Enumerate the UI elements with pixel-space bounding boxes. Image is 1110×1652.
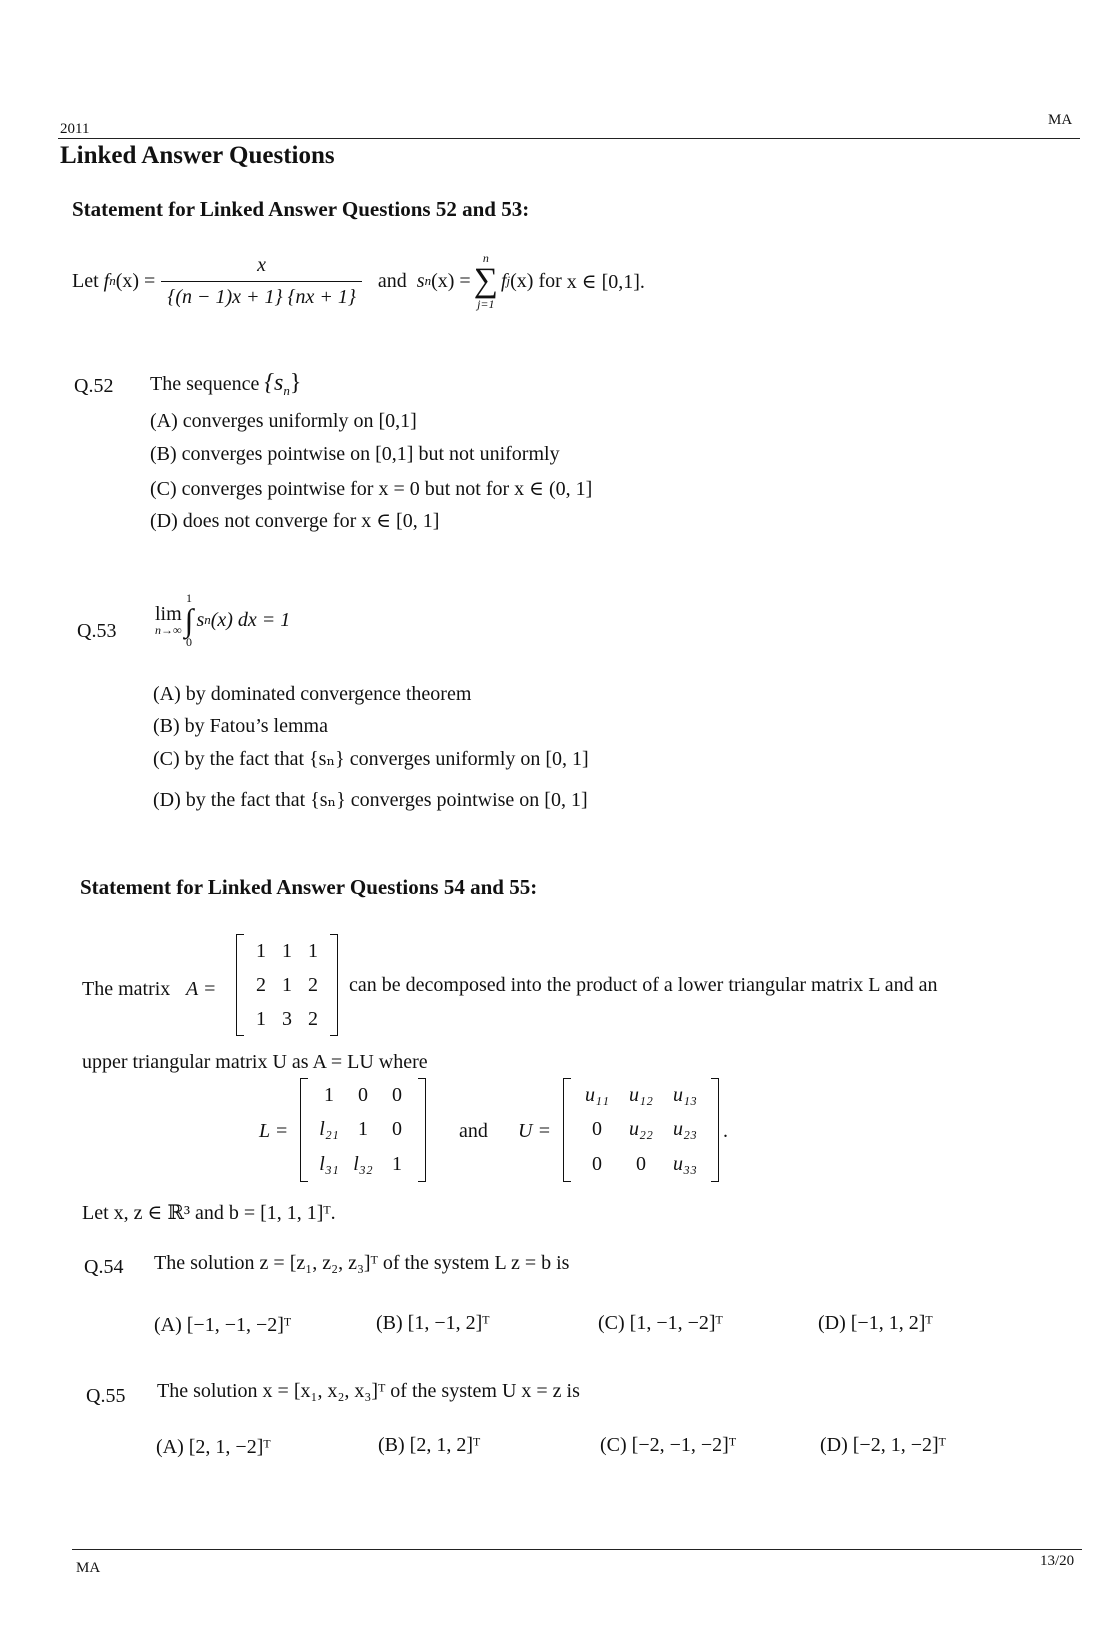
- footer-page: 13/20: [1040, 1553, 1075, 1569]
- matrix-U-left-bracket: [563, 1078, 571, 1182]
- L-cell: l₃₁: [319, 1153, 339, 1176]
- matrix-A: [236, 934, 338, 1036]
- A-cell: 2: [256, 973, 266, 996]
- header-year: 2011: [60, 121, 90, 137]
- matrix-U: [563, 1078, 719, 1182]
- let-line: Let x, z ∈ ℝ³ and b = [1, 1, 1]ᵀ.: [82, 1202, 336, 1224]
- q52-option-b: (B) converges pointwise on [0,1] but not uniformly: [150, 443, 560, 465]
- A-cell: 2: [308, 973, 318, 996]
- matrix-L-cells: [312, 1078, 414, 1182]
- U-cell: 0: [636, 1153, 646, 1176]
- q53-option-b: (B) by Fatou’s lemma: [153, 715, 328, 737]
- matrix-A-left-bracket: [236, 934, 244, 1036]
- U-cell: u₂₃: [673, 1118, 697, 1141]
- A-label: A =: [186, 978, 217, 1000]
- q52-number: Q.52: [74, 375, 114, 397]
- L-cell: 1: [358, 1118, 368, 1141]
- fn-sub: n: [109, 273, 116, 288]
- header-rule: [58, 138, 1080, 139]
- q52-option-c: (C) converges pointwise for x = 0 but not for x ∈ (0, 1]: [150, 478, 593, 500]
- A-cell: 2: [308, 1007, 318, 1030]
- L-cell: 0: [358, 1083, 368, 1106]
- sum-operator: [474, 252, 498, 310]
- L-cell: 1: [324, 1083, 334, 1106]
- q54-number: Q.54: [84, 1256, 124, 1278]
- sum-lower: j=1: [477, 297, 495, 311]
- U-period: .: [723, 1120, 728, 1142]
- U-cell: u₁₃: [673, 1083, 697, 1106]
- q53-limit: [155, 604, 182, 636]
- domain-prefix: for: [538, 269, 562, 292]
- let-text: Let: [72, 269, 99, 292]
- A-cell: 1: [282, 939, 292, 962]
- q53-int-lower: 0: [186, 635, 193, 649]
- sn-arg: (x) =: [431, 269, 471, 292]
- domain: x ∈ [0,1].: [566, 270, 645, 293]
- L-cell: 0: [392, 1083, 402, 1106]
- q53-integrand-rest: (x) dx = 1: [210, 608, 291, 631]
- matrix-prefix: The matrix: [82, 978, 171, 1000]
- sum-symbol: ∑: [473, 262, 498, 299]
- fn-fraction: [161, 254, 362, 309]
- U-label: U =: [518, 1120, 551, 1142]
- matrix-L: [300, 1078, 426, 1182]
- matrix-U-right-bracket: [711, 1078, 719, 1182]
- q53-option-d: (D) by the fact that {sₙ} converges pointwise on [0, 1]: [153, 789, 588, 811]
- q52-stem-sub: n: [283, 383, 290, 398]
- q52-option-d: (D) does not converge for x ∈ [0, 1]: [150, 510, 440, 532]
- A-cell: 1: [256, 1007, 266, 1030]
- fj-sub: j: [506, 273, 511, 288]
- L-label: L =: [259, 1120, 289, 1142]
- A-cell: 1: [282, 973, 292, 996]
- fj-arg: (x): [510, 269, 534, 292]
- q52-stem: [150, 370, 301, 399]
- q53-lim: lim: [155, 603, 182, 625]
- A-cell: 1: [308, 939, 318, 962]
- q54-option-c: (C) [1, −1, −2]ᵀ: [598, 1312, 723, 1334]
- L-cell: 0: [392, 1118, 402, 1141]
- section-title: Linked Answer Questions: [60, 142, 335, 169]
- fn-arg: (x) =: [115, 269, 156, 292]
- U-cell: 0: [592, 1118, 602, 1141]
- footer-rule: [72, 1549, 1082, 1550]
- footer-code: MA: [76, 1560, 101, 1576]
- q53-int-symbol: ∫: [184, 602, 194, 638]
- U-cell: u₃₃: [673, 1153, 697, 1176]
- fn-symbol: f: [103, 269, 110, 292]
- L-cell: l₂₁: [319, 1118, 339, 1141]
- q52-stem-close: }: [289, 370, 302, 396]
- A-cell: 1: [256, 939, 266, 962]
- matrix-A-cells: [248, 934, 326, 1036]
- q52-stem-math: {s: [264, 370, 284, 396]
- matrix-L-left-bracket: [300, 1078, 308, 1182]
- q53-integral: [185, 592, 194, 648]
- matrix-suffix: can be decomposed into the product of a lower triangular matrix L and an: [349, 974, 938, 996]
- header-code: MA: [1048, 112, 1073, 128]
- q53-option-c: (C) by the fact that {sₙ} converges uniformly on [0, 1]: [153, 748, 589, 770]
- q54-stem: The solution z = [z₁, z₂, z₃]ᵀ of the system L z = b is: [154, 1252, 570, 1274]
- q52-stem-text: The sequence: [150, 373, 260, 395]
- fn-numerator: x: [257, 253, 267, 276]
- q55-number: Q.55: [86, 1385, 126, 1407]
- q55-option-b: (B) [2, 1, 2]ᵀ: [378, 1434, 481, 1456]
- q53-number: Q.53: [77, 620, 117, 642]
- sn-sub: n: [424, 273, 432, 288]
- q55-option-c: (C) [−2, −1, −2]ᵀ: [600, 1434, 737, 1456]
- U-cell: 0: [592, 1153, 602, 1176]
- q52-option-a: (A) converges uniformly on [0,1]: [150, 410, 417, 432]
- U-cell: u₁₂: [629, 1083, 653, 1106]
- and-text: and: [377, 269, 407, 292]
- q55-stem: The solution x = [x₁, x₂, x₃]ᵀ of the system U x = z is: [157, 1380, 580, 1402]
- L-cell: 1: [392, 1153, 402, 1176]
- statement2-title: Statement for Linked Answer Questions 54 and 55:: [80, 875, 538, 899]
- sum-upper: n: [482, 251, 489, 265]
- statement1-formula: [72, 252, 645, 310]
- q53-int-upper: 1: [186, 591, 193, 605]
- q53-integrand: s: [196, 608, 205, 631]
- fj-symbol: f: [500, 269, 507, 292]
- U-cell: u₁₁: [585, 1083, 609, 1106]
- matrix-L-right-bracket: [418, 1078, 426, 1182]
- q55-option-a: (A) [2, 1, −2]ᵀ: [156, 1436, 271, 1458]
- matrix-U-cells: [575, 1078, 707, 1182]
- statement2-line2: upper triangular matrix U as A = LU where: [82, 1051, 428, 1073]
- A-cell: 3: [282, 1007, 292, 1030]
- sn-symbol: s: [416, 269, 425, 292]
- q53-option-a: (A) by dominated convergence theorem: [153, 683, 472, 705]
- q53-lim-sub: n→∞: [155, 623, 182, 637]
- q53-stem: [155, 592, 290, 648]
- q54-option-b: (B) [1, −1, 2]ᵀ: [376, 1312, 490, 1334]
- L-U-and: and: [459, 1120, 488, 1142]
- q53-integrand-sub: n: [204, 612, 211, 627]
- L-cell: l₃₂: [353, 1153, 373, 1176]
- q54-option-d: (D) [−1, 1, 2]ᵀ: [818, 1312, 933, 1334]
- statement1-title: Statement for Linked Answer Questions 52 and 53:: [72, 197, 530, 221]
- q54-option-a: (A) [−1, −1, −2]ᵀ: [154, 1314, 292, 1336]
- U-cell: u₂₂: [629, 1118, 653, 1141]
- matrix-A-right-bracket: [330, 934, 338, 1036]
- fn-denominator: {(n − 1)x + 1} {nx + 1}: [161, 281, 362, 309]
- q55-option-d: (D) [−2, 1, −2]ᵀ: [820, 1434, 946, 1456]
